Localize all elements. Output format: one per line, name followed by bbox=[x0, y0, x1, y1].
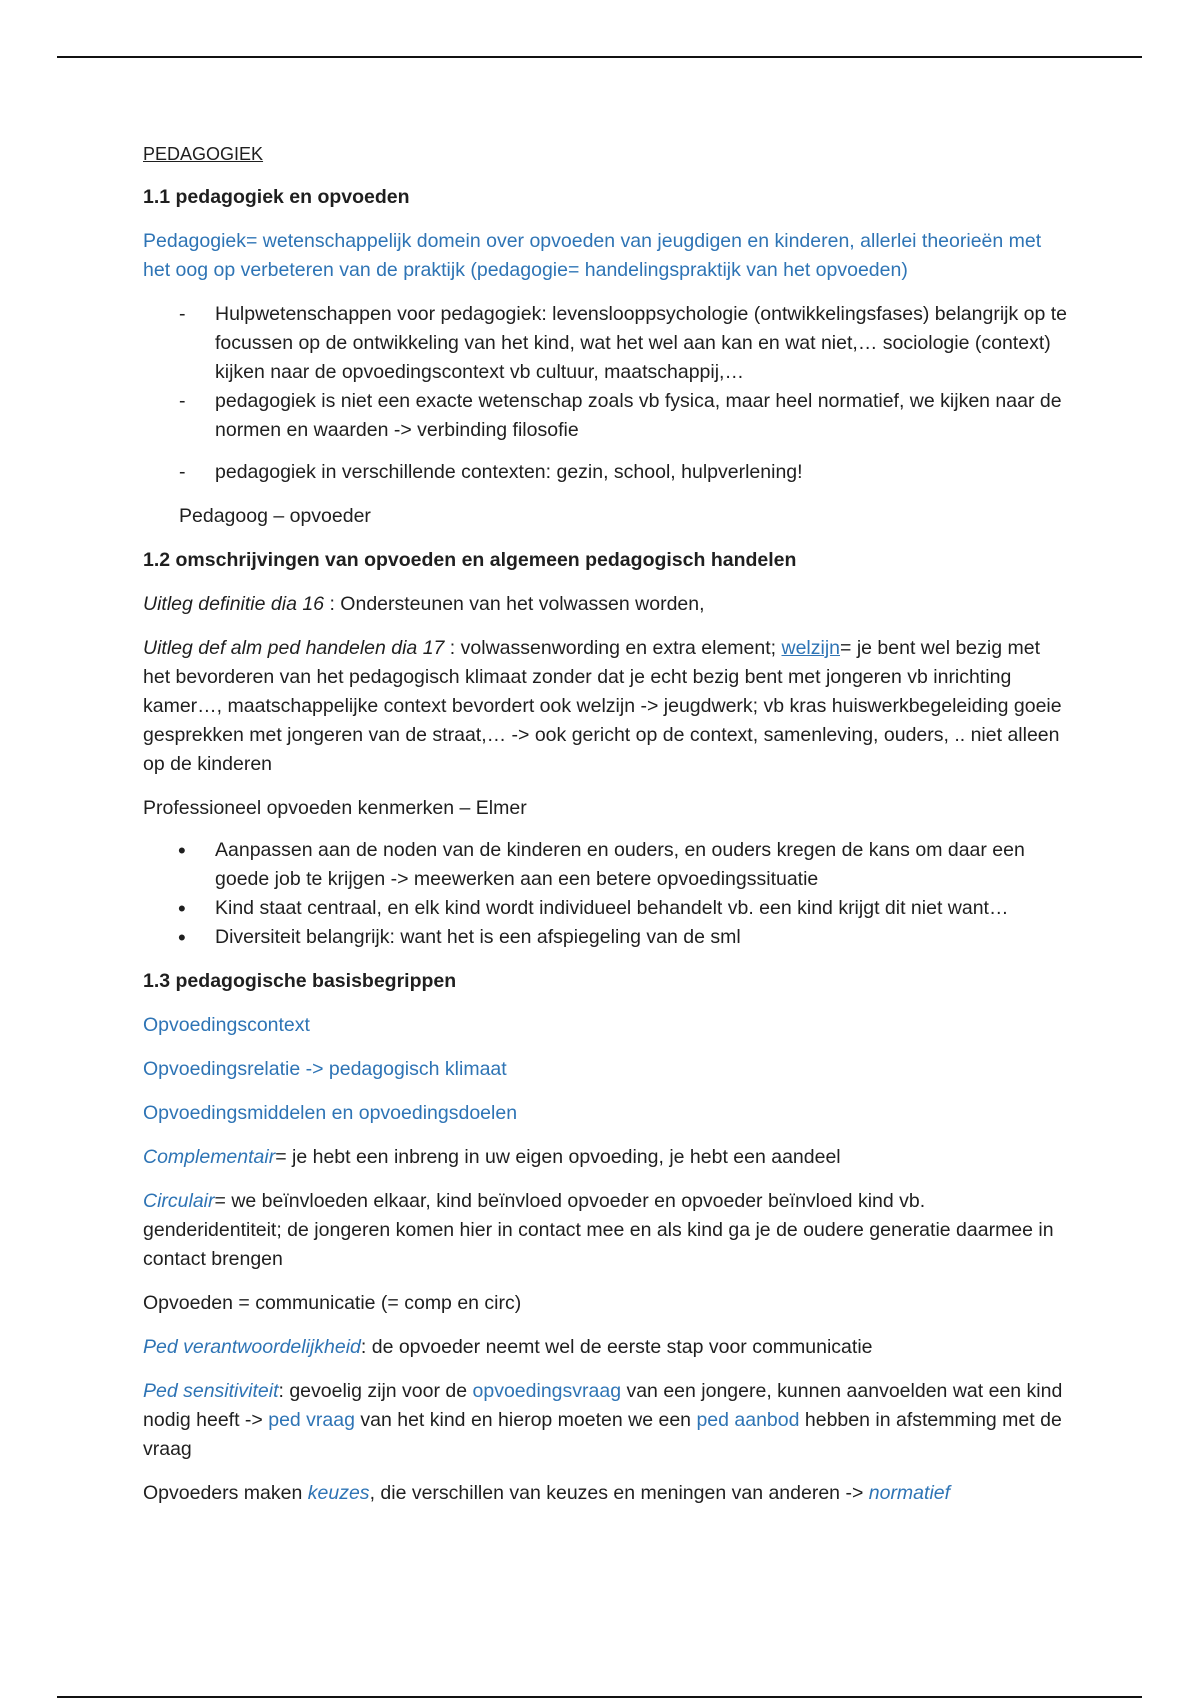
verantwoordelijkheid-line bbox=[143, 1333, 1068, 1362]
circulair-line bbox=[143, 1187, 1068, 1274]
term-text: : de opvoeder neemt wel de eerste stap voor communicatie bbox=[360, 1336, 873, 1358]
term-text: : gevoelig zijn voor de bbox=[278, 1380, 473, 1402]
section-heading-1-1: 1.1 pedagogiek en opvoeden bbox=[143, 186, 410, 208]
auxiliary-list bbox=[143, 300, 1068, 445]
term-opvoedingscontext: Opvoedingscontext bbox=[143, 1014, 310, 1036]
term-opvoedingsvraag: opvoedingsvraag bbox=[472, 1380, 622, 1402]
pedagogiek-definition: Pedagogiek= wetenschappelijk domein over opvoeden van jeugdigen en kinderen, allerlei theorieën met het oog op verbeteren van de praktijk (pedagogie= handelingspraktijk van het opvoeden) bbox=[143, 230, 1042, 281]
section-heading-1-3: 1.3 pedagogische basisbegrippen bbox=[143, 970, 457, 992]
term-ped-vraag: ped vraag bbox=[268, 1409, 355, 1431]
sensitiviteit-line bbox=[143, 1377, 1068, 1464]
term-text: van het kind en hierop moeten we een bbox=[354, 1409, 697, 1431]
term-text: = je hebt een inbreng in uw eigen opvoeding, je hebt een aandeel bbox=[275, 1146, 841, 1168]
term-complementair: Complementair bbox=[143, 1146, 276, 1168]
header-rule bbox=[57, 56, 1142, 58]
keuzes-line bbox=[143, 1479, 1068, 1508]
list-item: - pedagogiek is niet een exacte wetenschap zoals vb fysica, maar heel normatief, we kijken naar de normen en waarden -> verbinding filosofie bbox=[143, 387, 1068, 445]
document-page bbox=[143, 140, 1068, 1523]
uitleg-ped-handelen bbox=[143, 634, 1068, 779]
uitleg-text: = je bent wel bezig met het bevorderen van het pedagogisch klimaat zonder dat je echt bezig bent met jongeren vb inrichting kamer…, maatschappelijke context bevordert ook welzijn -> jeugdwerk; vb kras huiswerkbegeleiding goeie gesprekken met jongeren van de straat,… -> ook gericht op de context, samenleving, ouders, .. niet alleen op de kinderen bbox=[143, 637, 1062, 775]
term-ped-aanbod: ped aanbod bbox=[696, 1409, 800, 1431]
uitleg-label: Uitleg definitie dia 16 bbox=[143, 593, 325, 615]
uitleg-text: : volwassenwording en extra element; bbox=[444, 637, 782, 659]
term-text: = we beïnvloeden elkaar, kind beïnvloed opvoeder en opvoeder beïnvloed kind vb. genderidentiteit; de jongeren komen hier in contact mee en als kind ga je de oudere generatie daarmee in contact brengen bbox=[143, 1190, 1054, 1270]
term-normatief: normatief bbox=[868, 1482, 951, 1504]
communicatie-line: Opvoeden = communicatie (= comp en circ) bbox=[143, 1292, 522, 1314]
pedagoog-line: Pedagoog – opvoeder bbox=[179, 505, 371, 527]
list-item: - Hulpwetenschappen voor pedagogiek: levenslooppsychologie (ontwikkelingsfases) belangrijk op te focussen op de ontwikkeling van het kind, wat het wel aan kan en wat niet,… sociologie (context) kijken naar de opvoedingscontext vb cultuur, maatschappij,… bbox=[143, 300, 1068, 387]
term-circulair: Circulair bbox=[143, 1190, 215, 1212]
term-text: hebben in afstemming met de vraag bbox=[143, 1409, 1062, 1460]
term-text: van een jongere, kunnen aanvoelden wat een kind nodig heeft -> bbox=[143, 1380, 1063, 1431]
kenmerken-list bbox=[143, 836, 1068, 952]
complementair-line bbox=[143, 1143, 1068, 1172]
term-opvoedingsrelatie: Opvoedingsrelatie -> pedagogisch klimaat bbox=[143, 1058, 507, 1080]
list-item: • Diversiteit belangrijk: want het is een afspiegeling van de sml bbox=[143, 923, 1068, 952]
section-heading-1-2: 1.2 omschrijvingen van opvoeden en algemeen pedagogisch handelen bbox=[143, 549, 797, 571]
professioneel-opvoeden: Professioneel opvoeden kenmerken – Elmer bbox=[143, 797, 527, 819]
welzijn-link[interactable]: welzijn bbox=[781, 637, 841, 659]
uitleg-label: Uitleg def alm ped handelen dia 17 bbox=[143, 637, 445, 659]
uitleg-definitie bbox=[143, 590, 1068, 619]
term-keuzes: keuzes bbox=[307, 1482, 370, 1504]
term-opvoedingsmiddelen: Opvoedingsmiddelen en opvoedingsdoelen bbox=[143, 1102, 518, 1124]
uitleg-text: : Ondersteunen van het volwassen worden, bbox=[324, 593, 705, 615]
list-item: - pedagogiek in verschillende contexten: gezin, school, hulpverlening! bbox=[143, 458, 1068, 487]
footer-rule bbox=[57, 1696, 1142, 1698]
list-item: • Kind staat centraal, en elk kind wordt individueel behandelt vb. een kind krijgt dit niet want… bbox=[143, 894, 1068, 923]
term-sensitiviteit: Ped sensitiviteit bbox=[143, 1380, 279, 1402]
contexts-list bbox=[143, 458, 1068, 487]
term-text: , die verschillen van keuzes en meningen van anderen -> bbox=[369, 1482, 869, 1504]
term-text: Opvoeders maken bbox=[143, 1482, 308, 1504]
document-title: PEDAGOGIEK bbox=[143, 144, 264, 164]
term-verantwoordelijkheid: Ped verantwoordelijkheid bbox=[143, 1336, 361, 1358]
list-item: • Aanpassen aan de noden van de kinderen en ouders, en ouders kregen de kans om daar een goede job te krijgen -> meewerken aan een betere opvoedingssituatie bbox=[143, 836, 1068, 894]
